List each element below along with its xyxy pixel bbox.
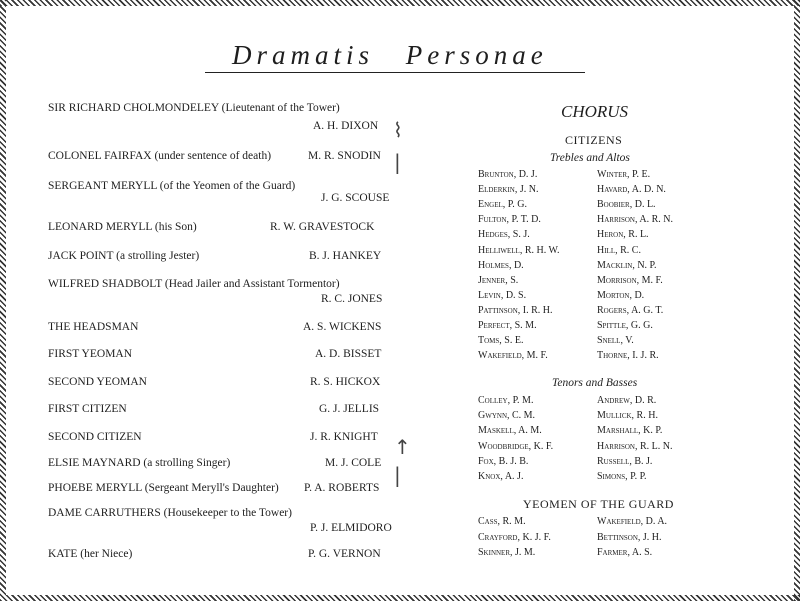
chorus-member: Skinner, J. M. xyxy=(478,547,536,558)
chorus-member: Hill, R. C. xyxy=(597,244,641,256)
chorus-member: Fox, B. J. B. xyxy=(478,455,529,467)
chorus-member: Hedges, S. J. xyxy=(478,229,530,241)
chorus-member: Winter, P. E. xyxy=(597,169,651,180)
chorus-member: Helliwell, R. H. W. xyxy=(478,244,560,256)
chorus-member: Mullick, R. H. xyxy=(597,410,658,422)
chorus-member: Cass, R. M. xyxy=(478,516,526,527)
chorus-member: Rogers, A. G. T. xyxy=(597,304,664,316)
chorus-member: Knox, A. J. xyxy=(478,471,524,482)
chorus-member: Farmer, A. S. xyxy=(597,547,653,558)
cast-role: JACK POINT (a strolling Jester) xyxy=(48,250,200,262)
border-top xyxy=(0,0,800,6)
chorus-member: Harrison, A. R. N. xyxy=(597,214,674,226)
cast-actor: J. R. KNIGHT xyxy=(310,431,378,443)
cast-role: LEONARD MERYLL (his Son) xyxy=(48,221,197,233)
cast-role: KATE (her Niece) xyxy=(48,548,133,560)
chorus-member: Thorne, I. J. R. xyxy=(597,350,659,362)
chorus-member: Pattinson, I. R. H. xyxy=(478,304,553,316)
chorus-member: Marshall, K. P. xyxy=(597,425,663,437)
chorus-member: Boobier, D. L. xyxy=(597,199,656,211)
chorus-member: Macklin, N. P. xyxy=(597,259,657,271)
cast-role: SIR RICHARD CHOLMONDELEY (Lieutenant of the Tower) xyxy=(48,102,340,114)
chorus-member: Spittle, G. G. xyxy=(597,320,653,331)
cast-role: FIRST CITIZEN xyxy=(48,403,127,415)
cast-actor: M. J. COLE xyxy=(325,457,382,469)
chorus-member: Russell, B. J. xyxy=(597,455,653,467)
chorus-member: Jenner, S. xyxy=(478,274,519,286)
cast-role: PHOEBE MERYLL (Sergeant Meryll's Daughter) xyxy=(48,482,279,494)
chorus-member: Colley, P. M. xyxy=(478,395,534,406)
cast-actor: A. D. BISSET xyxy=(315,348,382,360)
chorus-member: Woodbridge, K. F. xyxy=(478,440,554,452)
chorus-member: Harrison, R. L. N. xyxy=(597,440,673,452)
border-right xyxy=(794,0,800,601)
cast-role: SERGEANT MERYLL (of the Yeomen of the Guard) xyxy=(48,180,296,192)
chorus-member: Simons, P. P. xyxy=(597,471,647,482)
border-bottom xyxy=(0,595,800,601)
chorus-member: Havard, A. D. N. xyxy=(597,184,666,196)
cast-actor: A. S. WICKENS xyxy=(303,321,382,333)
chorus-member: Engel, P. G. xyxy=(478,199,527,211)
cast-role: SECOND YEOMAN xyxy=(48,376,147,388)
cast-actor: R. C. JONES xyxy=(321,293,383,305)
chorus-title: CHORUS xyxy=(561,102,629,121)
chorus-member: Snell, V. xyxy=(597,335,634,347)
border-left xyxy=(0,0,6,601)
cast-role: THE HEADSMAN xyxy=(48,321,139,333)
chorus-member: Levin, D. S. xyxy=(478,289,527,301)
chorus-member: Morton, D. xyxy=(597,289,645,301)
cast-role: FIRST YEOMAN xyxy=(48,348,133,360)
cast-role: COLONEL FAIRFAX (under sentence of death) xyxy=(48,150,272,162)
page-title: Dramatis Personae xyxy=(232,40,548,70)
cast-actor: G. J. JELLIS xyxy=(319,403,380,415)
margin-mark: | xyxy=(394,463,401,487)
chorus-member: Wakefield, M. F. xyxy=(478,350,548,362)
cast-actor: P. J. ELMIDORO xyxy=(310,522,392,534)
margin-mark: | xyxy=(394,150,401,174)
cast-actor: A. H. DIXON xyxy=(313,120,379,132)
chorus-member: Morrison, M. F. xyxy=(597,274,663,286)
margin-mark: ⌇ xyxy=(393,118,403,142)
citizens-heading: CITIZENS xyxy=(565,133,623,147)
cast-actor: B. J. HANKEY xyxy=(309,250,382,262)
title-rule xyxy=(205,72,585,73)
cast-actor: M. R. SNODIN xyxy=(308,150,381,162)
cast-actor: P. A. ROBERTS xyxy=(304,482,380,494)
cast-role: WILFRED SHADBOLT (Head Jailer and Assistant Tormentor) xyxy=(48,278,340,290)
cast-role: SECOND CITIZEN xyxy=(48,431,142,443)
chorus-member: Gwynn, C. M. xyxy=(478,410,536,422)
chorus-member: Elderkin, J. N. xyxy=(478,184,539,196)
margin-mark: ↑ xyxy=(394,435,411,459)
cast-role: DAME CARRUTHERS (Housekeeper to the Tower) xyxy=(48,507,292,519)
cast-actor: P. G. VERNON xyxy=(308,548,381,560)
tenors-heading: Tenors and Basses xyxy=(552,377,638,389)
chorus-member: Wakefield, D. A. xyxy=(597,516,668,527)
chorus-member: Crayford, K. J. F. xyxy=(478,531,551,543)
chorus-member: Fulton, P. T. D. xyxy=(478,214,541,226)
chorus-member: Bettinson, J. H. xyxy=(597,531,662,543)
cast-actor: J. G. SCOUSE xyxy=(321,192,390,204)
chorus-member: Perfect, S. M. xyxy=(478,320,537,331)
trebles-heading: Trebles and Altos xyxy=(550,152,630,164)
chorus-member: Toms, S. E. xyxy=(478,335,524,347)
chorus-member: Heron, R. L. xyxy=(597,229,649,241)
cast-actor: R. W. GRAVESTOCK xyxy=(270,221,375,233)
cast-actor: R. S. HICKOX xyxy=(310,376,381,388)
chorus-member: Andrew, D. R. xyxy=(597,395,657,406)
cast-role: ELSIE MAYNARD (a strolling Singer) xyxy=(48,457,231,469)
yeomen-heading: YEOMEN OF THE GUARD xyxy=(523,497,674,511)
chorus-member: Maskell, A. M. xyxy=(478,425,542,437)
chorus-member: Brunton, D. J. xyxy=(478,169,538,180)
chorus-member: Holmes, D. xyxy=(478,259,524,271)
